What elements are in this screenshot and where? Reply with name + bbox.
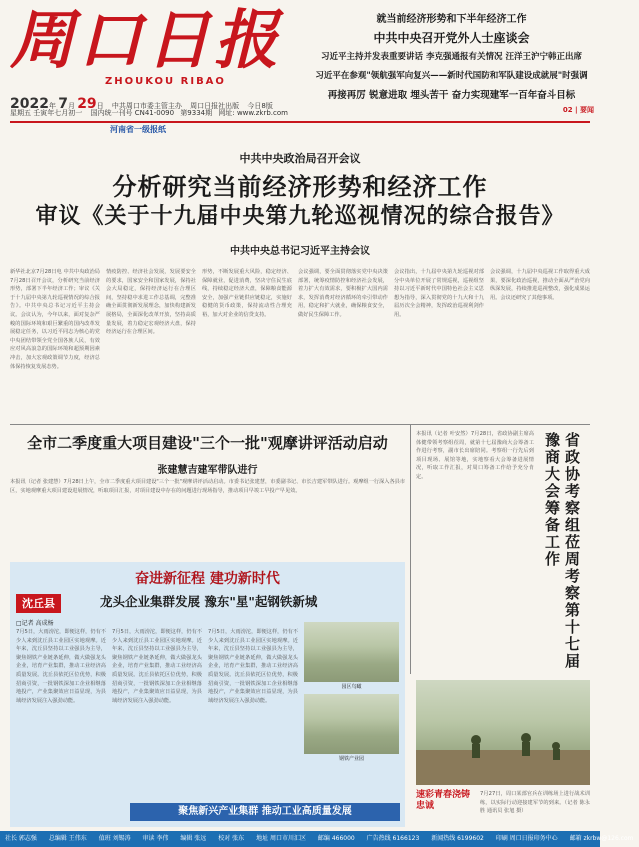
feature-title: 龙头企业集群发展 豫东"星"起钢铁新城 — [100, 594, 318, 609]
photo-caption: 7月27日，周口某部官兵在训练场上进行战术训练，以实际行动迎接建军节的到来。（记者 陈永胜 通讯员 张旭 摄） — [480, 791, 590, 815]
divider-side — [410, 424, 411, 674]
weekday: 星期五 壬寅年七月初一 — [10, 109, 83, 117]
footer-item: 邮箱 zkrbw@126.com — [569, 835, 634, 842]
soldiers-illustration — [416, 680, 590, 785]
cn-number: 国内统一刊号 CN41-0090 — [90, 109, 175, 117]
second-title: 全市二季度重大项目建设"三个一批"观摩讲评活动启动 — [27, 434, 388, 452]
page-count: 今日8版 — [247, 102, 273, 110]
toc-line-2: 中共中央召开党外人士座谈会 — [373, 31, 530, 45]
footer-item: 邮编 466000 — [317, 835, 355, 842]
toc-line-1: 就当前经济形势和下半年经济工作 — [376, 14, 527, 25]
grade-tag: 河南省一级报纸 — [110, 125, 166, 134]
footer-item: 值班 刘锡涛 — [98, 835, 131, 842]
footer-item: 校对 张东 — [218, 835, 245, 842]
toc-line-3: 习近平主持并发表重要讲话 李克强通报有关情况 汪洋王沪宁韩正出席 — [321, 52, 582, 62]
lead-col-4: 会议强调，要全面贯彻落实党中央决策部署，统筹疫情防控和经济社会发展，着力扩大有效需求，要积极扩大国内需求，发挥消费对经济循环的牵引带动作用，稳定和扩大就业，确保粮食安全，做好民生保障工作。 — [298, 269, 388, 318]
header-rule — [10, 121, 590, 123]
footer-item: 印刷 周口日报印务中心 — [495, 835, 558, 842]
lead-story — [10, 150, 590, 257]
feature-box — [10, 562, 405, 827]
feature-photo-caption-1: 园区鸟瞰 — [341, 684, 362, 690]
date-year: 2022 — [10, 96, 49, 112]
lead-col-5: 会议指出，十九届中央第九轮巡视对部分中央单位开展了常规巡视，巡视组坚持以习近平新时代中国特色社会主义思想为指导，深入贯彻党的十九大和十九届历次全会精神，发挥政治巡视利剑作用。 — [394, 269, 484, 318]
date-day: 29 — [77, 96, 97, 112]
lead-subtitle: 中共中央总书记习近平主持会议 — [230, 246, 370, 257]
feature-photo-2 — [304, 694, 399, 754]
lead-col-6: 会议强调，十九届中央巡视工作取得重大成果，要深化政治巡视，推动全面从严治党向纵深发展，持续推进巡视整改，强化成果运用。会议还研究了其他事项。 — [490, 269, 590, 301]
date-row-2 — [10, 108, 310, 118]
feature-banner-text: 奋进新征程 建功新时代 — [135, 571, 280, 587]
footer-item: 编辑 张远 — [180, 835, 207, 842]
newspaper-title: 周口日报 — [10, 3, 282, 78]
second-body: 本报讯（记者 张建慧）7月28日上午，全市二季度重大项目建设"三个一批"观摩讲评活动启动。市委书记张建慧，市委副书记、市长吉建军带队进行。观摩组一行深入各县市区，实地观摩重大项目建设进展情况，听取项目汇报，对项目建设中存在的问题进行现场指导，推动项目早竣工早投产早见效。 — [10, 479, 406, 494]
feature-body-1: 7月5日，大雨滂沱，即便这样，仍有不少人来到沈丘县工业园区实地观摩。近年来，沈丘县坚持以工业强县为主导，聚焦钢铁产业链条延伸，做大做强龙头企业，培育产业集群，推动工业经济高质量发展。沈丘县依托区位优势，积极招商引资，一批钢铁深加工企业相继落地投产，产业集聚效应日益显现，为县域经济发展注入强劲动能。 — [16, 629, 106, 704]
feature-photo-caption-2: 钢铁产业园 — [338, 756, 364, 762]
newspaper-pinyin: ZHOUKOU RIBAO — [105, 76, 226, 87]
feature-banner — [10, 568, 405, 588]
lead-col-2: 情疫防控、经济社会发展，发展要安全的要求，国家安全和国家发展，保持社会大局稳定，保持经济运行在合理区间，坚持稳中求进工作总基调，完整准确全面贯彻新发展理念，加快构建新发展格局，全面深化改革开放，坚持高质量发展，着力稳定宏观经济大盘，保持经济运行在合理区间。 — [106, 269, 196, 336]
footer-item: 社长 郭志强 — [5, 835, 37, 842]
lead-kicker: 中共中央政治局召开会议 — [239, 152, 361, 165]
county-label: 沈丘县 — [16, 594, 61, 613]
second-subtitle: 张建慧吉建军带队进行 — [157, 465, 258, 476]
lead-title-2: 审议《关于十九届中央第九轮巡视情况的综合报告》 — [35, 204, 565, 229]
lead-col-1: 新华社北京7月28日电 中共中央政治局7月28日召开会议，分析研究当前经济形势，部署下半年经济工作；审议《关于十九届中央第九轮巡视情况的综合报告》。中共中央总书记习近平主持会议。会议认为，今年以来，面对复杂严峻的国际环境和艰巨繁重的国内改革发展稳定任务，以习近平同志为核心的党中央团结带领全党全国各族人民，有效应对风高浪急的国际环境和超预期因素冲击，加大宏观政策调节力度，经济总体保持恢复发展态势。 — [10, 269, 100, 370]
footer-item: 审读 李伟 — [142, 835, 169, 842]
side-body: 本报讯（记者 叶安然）7月28日，省政协副主席高体健带领考察组莅周，就第十七届豫商大会筹备工作进行考察，副市长出席陪同。考察组一行先后到项目现场、展馆等地，实地察看大会筹备进展情况，听取工作汇报，对周口筹备工作给予充分肯定。 — [416, 431, 534, 480]
lead-title-1: 分析研究当前经济形势和经济工作 — [112, 173, 488, 201]
toc-line-5: 再接再厉 锐意进取 埋头苦干 奋力实现建军一百年奋斗目标 — [327, 90, 576, 101]
publishing-house: 周口日报社出版 — [190, 102, 240, 110]
feature-photo-1 — [304, 622, 399, 682]
photo-title: 速彩青春浇铸忠诚 — [416, 790, 471, 811]
toc-page-ref: 02 | 要闻 — [562, 106, 594, 114]
feature-byline: □记者 高成杨 — [16, 620, 54, 627]
footer-item: 广告热线 6166123 — [366, 835, 420, 842]
feature-bottom-bar: 聚焦新兴产业集群 推动工业高质量发展 — [130, 803, 400, 821]
side-title: 省政协考察组莅周考察第十七届豫商大会筹备工作 — [543, 432, 581, 670]
toc-box — [309, 10, 594, 118]
county-label-wrap — [16, 592, 61, 611]
publisher: 中共周口市委主管主办 — [111, 102, 182, 110]
feature-body-2: 7月5日，大雨滂沱，即便这样，仍有不少人来到沈丘县工业园区实地观摩。近年来，沈丘县坚持以工业强县为主导，聚焦钢铁产业链条延伸，做大做强龙头企业，培育产业集群，推动工业经济高质量发展。沈丘县依托区位优势，积极招商引资，一批钢铁深加工企业相继落地投产，产业集聚效应日益显现，为县域经济发展注入强劲动能。 — [112, 629, 202, 704]
footer-bar — [0, 831, 634, 847]
issue-number: 第9334期 — [180, 109, 213, 117]
date-row: 2022年 7月 29日 中共周口市委主管主办 周口日报社出版 今日8版 — [10, 96, 273, 112]
footer-item: 总编辑 王伟东 — [48, 835, 87, 842]
news-photo — [416, 680, 590, 785]
lead-col-3: 形势，不断发展重大风险，稳定经济、保障就业，促进消费，坚决守住民生底线，持续稳定经济大盘，保障粮食能源安全，加强产业链供应链稳定，实施好稳健的货币政策，保持流动性合理充裕，加大对企业的信贷支持。 — [202, 269, 292, 318]
feature-body-3: 7月5日，大雨滂沱，即便这样，仍有不少人来到沈丘县工业园区实地观摩。近年来，沈丘县坚持以工业强县为主导，聚焦钢铁产业链条延伸，做大做强龙头企业，培育产业集群，推动工业经济高质量发展。沈丘县依托区位优势，积极招商引资，一批钢铁深加工企业相继落地投产，产业集聚效应日益显现，为县域经济发展注入强劲动能。 — [208, 629, 298, 704]
footer-item: 地址 周口市川汇区 — [256, 835, 306, 842]
divider-1 — [10, 424, 590, 425]
website: 网址: www.zkrb.com — [218, 109, 288, 117]
footer-item: 新闻热线 6199602 — [431, 835, 484, 842]
second-story — [10, 432, 405, 476]
date-month: 7 — [58, 96, 68, 112]
toc-line-4: 习近平在参观"领航强军向复兴——新时代国防和军队建设成就展"时强调 — [315, 71, 588, 81]
